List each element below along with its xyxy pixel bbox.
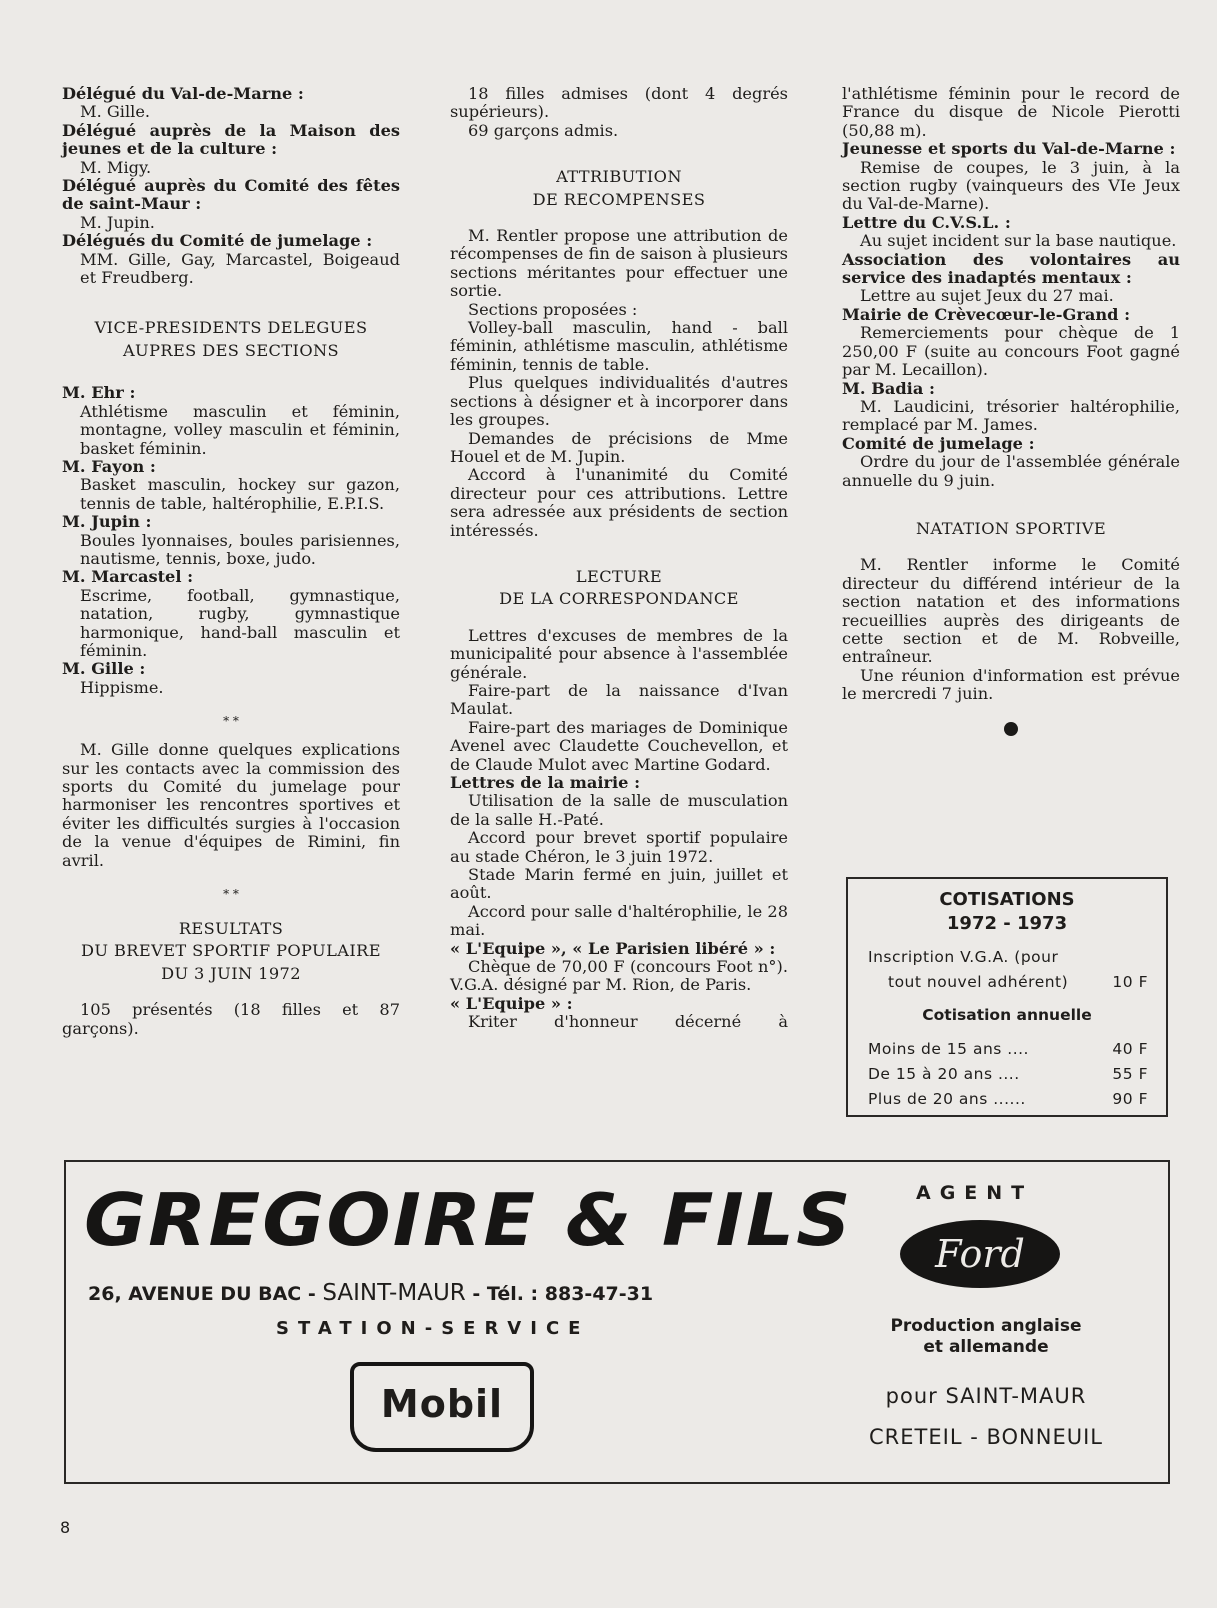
delegate-heading: Délégués du Comité de jumelage : xyxy=(62,231,373,251)
letter-body: M. Laudicini, trésorier haltérophilie, remplacé par M. James. xyxy=(842,396,1180,435)
ad-address xyxy=(88,1280,653,1306)
attribution-paragraph: Plus quelques individualités d'autres sections à désigner et à incorporer dans les groupes. xyxy=(450,373,788,430)
column-3 xyxy=(842,85,1180,736)
letter-heading: Jeunesse et sports du Val-de-Marne : xyxy=(842,139,1176,159)
continued-paragraph: l'athlétisme féminin pour le record de France du disque de Nicole Pierotti (50,88 m). xyxy=(842,84,1180,140)
ad-city: SAINT-MAUR xyxy=(322,1280,466,1306)
vp-sections: Hippisme. xyxy=(80,677,164,697)
ad-phone: - Tél. : 883-47-31 xyxy=(472,1283,654,1305)
mairie-paragraph: Accord pour salle d'haltérophilie, le 28 mai. xyxy=(450,901,788,940)
inscription-row xyxy=(848,970,1166,995)
results-heading-line2: DU BREVET SPORTIF POPULAIRE xyxy=(81,941,381,961)
attribution-paragraph: Demandes de précisions de Mme Houel et de M. Jupin. xyxy=(450,428,788,466)
attribution-paragraph: M. Rentler propose une attribution de récompenses de fin de saison à plusieurs sections méritantes pour effectuer une sortie. xyxy=(450,226,788,301)
fee-price: 55 F xyxy=(1112,1065,1148,1083)
production-text xyxy=(836,1316,1136,1358)
ad-street: 26, AVENUE DU BAC - xyxy=(88,1283,316,1305)
delegate-name: M. Gille. xyxy=(80,102,151,122)
admis-line: 69 garçons admis. xyxy=(468,120,619,140)
bullet-dot xyxy=(1004,722,1018,736)
vp-heading-line1: VICE-PRESIDENTS DELEGUES xyxy=(94,318,368,338)
mairie-paragraph: Accord pour brevet sportif populaire au stade Chéron, le 3 juin 1972. xyxy=(450,828,788,866)
production-line1: Production anglaise xyxy=(890,1316,1082,1336)
correspondance-heading-line1: LECTURE xyxy=(575,566,663,586)
letter-heading: Association des volontaires au service des inadaptés mentaux : xyxy=(842,249,1180,288)
attribution-paragraph: Accord à l'unanimité du Comité directeur pour ces attributions. Lettre sera adressée aux présidents de section intéressés. xyxy=(450,465,788,540)
station-service-label: STATION-SERVICE xyxy=(276,1318,590,1339)
mairie-heading: Lettres de la mairie : xyxy=(450,773,641,792)
correspondance-paragraph: Faire-part de la naissance d'Ivan Maulat. xyxy=(450,680,788,719)
letter-heading: M. Badia : xyxy=(842,378,935,398)
vp-name: M. Marcastel : xyxy=(62,567,194,587)
vp-sections: Basket masculin, hockey sur gazon, tennis de table, haltérophilie, E.P.I.S. xyxy=(80,475,400,513)
equipe-heading: « L'Equipe », « Le Parisien libéré » : xyxy=(450,938,776,958)
annual-heading: Cotisation annuelle xyxy=(922,1006,1092,1024)
advertisement xyxy=(64,1160,1170,1484)
vp-name: M. Ehr : xyxy=(62,383,136,403)
asterism: * * xyxy=(223,887,239,902)
cotisations-title: COTISATIONS xyxy=(939,889,1075,910)
natation-paragraph: Une réunion d'information est prévue le mercredi 7 juin. xyxy=(842,665,1180,704)
admis-line: 18 filles admises (dont 4 degrés supérieurs). xyxy=(450,84,788,122)
page-number: 8 xyxy=(60,1518,71,1537)
asterism: * * xyxy=(223,714,239,729)
attribution-paragraph: Volley-ball masculin, hand - ball féminin, athlétisme masculin, athlétisme féminin, tennis de table. xyxy=(450,318,788,374)
letter-body: Lettre au sujet Jeux du 27 mai. xyxy=(860,286,1114,306)
inscription-row xyxy=(848,945,1166,970)
fee-label: Moins de 15 ans .... xyxy=(868,1040,1029,1058)
results-heading-line3: DU 3 JUIN 1972 xyxy=(161,963,301,983)
letter-heading: Mairie de Crèvecœur-le-Grand : xyxy=(842,304,1131,324)
fee-row xyxy=(848,1062,1166,1087)
column-2 xyxy=(450,85,788,1032)
delegate-heading: Délégué auprès de la Maison des jeunes et de la culture : xyxy=(62,120,400,159)
delegate-name: M. Jupin. xyxy=(80,212,155,232)
letter-body: Remise de coupes, le 3 juin, à la section rugby (vainqueurs des VIe Jeux du Val-de-Marne). xyxy=(842,157,1180,214)
natation-heading: NATATION SPORTIVE xyxy=(915,518,1107,538)
delegate-heading: Délégué auprès du Comité des fêtes de saint-Maur : xyxy=(62,176,400,214)
equipe-paragraph: Kriter d'honneur décerné à xyxy=(468,1012,788,1032)
ford-text: Ford xyxy=(935,1232,1025,1276)
correspondance-paragraph: Faire-part des mariages de Dominique Avenel avec Claudette Couchevellon, et de Claude Mulot avec Martine Godard. xyxy=(450,717,788,774)
delegate-heading: Délégué du Val-de-Marne : xyxy=(62,84,304,103)
mobil-text: Mobil xyxy=(380,1382,504,1426)
creteil-bonneuil: CRETEIL - BONNEUIL xyxy=(869,1425,1103,1449)
mairie-paragraph: Stade Marin fermé en juin, juillet et août. xyxy=(450,865,788,903)
agent-label: AGENT xyxy=(916,1182,1034,1204)
cotisations-years: 1972 - 1973 xyxy=(946,913,1068,934)
attribution-heading-line2: DE RECOMPENSES xyxy=(532,189,706,209)
equipe-paragraph: Chèque de 70,00 F (concours Foot n°). V.G.A. désigné par M. Rion, de Paris. xyxy=(450,957,788,995)
pour-saint-maur: pour SAINT-MAUR xyxy=(885,1384,1087,1408)
correspondance-paragraph: Lettres d'excuses de membres de la municipalité pour absence à l'assemblée générale. xyxy=(450,625,788,682)
letter-heading: Lettre du C.V.S.L. : xyxy=(842,212,1011,232)
letter-heading: Comité de jumelage : xyxy=(842,433,1035,453)
ford-logo xyxy=(900,1220,1060,1288)
fee-price: 90 F xyxy=(1112,1090,1148,1108)
fee-row xyxy=(848,1037,1166,1062)
results-paragraph: 105 présentés (18 filles et 87 garçons). xyxy=(62,1000,400,1038)
vp-list xyxy=(62,384,400,697)
fee-label: Plus de 20 ans ...... xyxy=(868,1090,1026,1108)
vp-name: M. Gille : xyxy=(62,659,146,679)
vp-heading-line2: AUPRES DES SECTIONS xyxy=(122,340,340,360)
letter-body: Ordre du jour de l'assemblée générale annuelle du 9 juin. xyxy=(842,452,1180,490)
vp-name: M. Jupin : xyxy=(62,512,152,532)
vp-name: M. Fayon : xyxy=(62,456,156,476)
delegate-name: MM. Gille, Gay, Marcastel, Boigeaud et Freudberg. xyxy=(80,249,400,288)
correspondance-heading-line2: DE LA CORRESPONDANCE xyxy=(499,589,739,609)
column-1 xyxy=(62,85,400,1038)
fee-row xyxy=(848,1087,1166,1112)
fee-price: 40 F xyxy=(1112,1040,1148,1058)
production-line2: et allemande xyxy=(923,1337,1049,1357)
fee-label: De 15 à 20 ans .... xyxy=(868,1065,1020,1083)
mobil-logo xyxy=(350,1362,534,1452)
mairie-paragraph: Utilisation de la salle de musculation de la salle H.-Paté. xyxy=(450,791,788,829)
letter-body: Au sujet incident sur la base nautique. xyxy=(860,231,1177,251)
results-heading-line1: RESULTATS xyxy=(178,919,284,939)
inscription-label: tout nouvel adhérent) xyxy=(888,973,1069,991)
cotisations-box xyxy=(846,877,1168,1117)
delegate-name: M. Migy. xyxy=(80,157,152,177)
attribution-paragraph: Sections proposées : xyxy=(468,299,638,319)
equipe-heading: « L'Equipe » : xyxy=(450,993,573,1013)
letter-body: Remerciements pour chèque de 1 250,00 F (suite au concours Foot gagné par M. Lecaillon). xyxy=(842,323,1180,380)
natation-paragraph: M. Rentler informe le Comité directeur du différend intérieur de la section natation et des informations recueillies auprès des dirigeants de cette section et de M. Robveille, entraîneur. xyxy=(842,555,1180,667)
gregoire-logo: GREGOIRE & FILS xyxy=(84,1178,853,1262)
inscription-price: 10 F xyxy=(1112,973,1148,991)
attribution-heading-line1: ATTRIBUTION xyxy=(556,167,682,187)
gille-paragraph: M. Gille donne quelques explications sur les contacts avec la commission des sports du Comité du jumelage pour harmoniser les rencontres sportives et éviter les difficultés surgies à l'occasion de la venue d'équipes de Rimini, fin avril. xyxy=(62,740,400,870)
vp-sections: Athlétisme masculin et féminin, montagne, volley masculin et féminin, basket féminin. xyxy=(80,401,400,458)
vp-sections: Boules lyonnaises, boules parisiennes, nautisme, tennis, boxe, judo. xyxy=(80,530,400,568)
inscription-label: Inscription V.G.A. (pour xyxy=(868,948,1059,966)
vp-sections: Escrime, football, gymnastique, natation, rugby, gymnastique harmonique, hand-ball masculin et féminin. xyxy=(80,585,400,660)
delegate-block xyxy=(62,85,400,287)
